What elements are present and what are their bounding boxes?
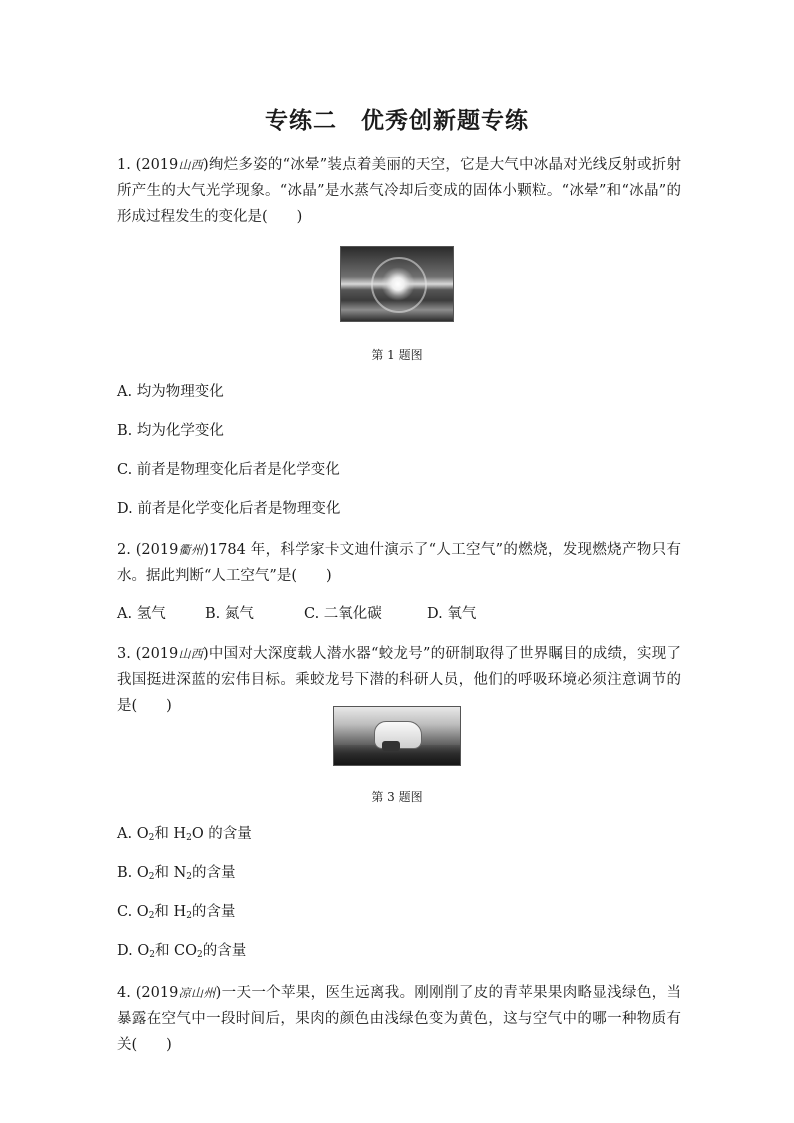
- q1-option-a: A. 均为物理变化: [117, 384, 224, 400]
- question-1-text: )绚烂多姿的“冰晕”装点着美丽的天空，它是大气中冰晶对光线反射或折射所产生的大气光学现象。“冰晶”是水蒸气冷却后变成的固体小颗粒。“冰晕”和“冰晶”的形成过程发生的变化是( ): [117, 157, 681, 225]
- question-1: [117, 152, 681, 230]
- q3-option-c: C. $O_2$和 $H_2$的含量: [117, 904, 236, 921]
- q1-option-c: C. 前者是物理变化后者是化学变化: [117, 462, 340, 478]
- question-3-number: 3. (2019: [117, 646, 179, 662]
- question-3-source: 山西: [178, 647, 203, 661]
- q2-option-b: B. 氮气: [205, 606, 254, 622]
- q1-option-b: B. 均为化学变化: [117, 423, 224, 439]
- question-1-number: 1. (2019: [117, 157, 179, 173]
- q1-option-d: D. 前者是化学变化后者是物理变化: [117, 501, 341, 517]
- q2-option-c: C. 二氧化碳: [304, 606, 382, 622]
- q3-option-d: D. $O_2$和 $CO_2$的含量: [117, 943, 247, 960]
- q3-option-a: A. $O_2$和 $H_2O$ 的含量: [117, 826, 252, 843]
- figure-1-caption: 第 1 题图: [371, 348, 423, 362]
- question-2-text: )1784 年，科学家卡文迪什演示了“人工空气”的燃烧，发现燃烧产物只有水。据此判断“人工空气”是( ): [117, 542, 681, 584]
- q2-option-d: D. 氧气: [427, 606, 477, 622]
- question-2: [117, 537, 681, 589]
- submersible-base: [382, 741, 400, 751]
- sun-glow: [381, 267, 415, 301]
- question-4: [117, 980, 681, 1058]
- question-2-number: 2. (2019: [117, 542, 179, 558]
- jiaolong-submersible-photo: [333, 706, 461, 766]
- question-4-text: )一天一个苹果，医生远离我。刚刚削了皮的青苹果果肉略显浅绿色，当暴露在空气中一段时间后，果肉的颜色由浅绿色变为黄色，这与空气中的哪一种物质有关( ): [117, 985, 681, 1053]
- page-title: 专练二 优秀创新题专练: [265, 107, 529, 134]
- figure-3-caption: 第 3 题图: [371, 790, 423, 804]
- question-4-source: 凉山州: [178, 986, 216, 1000]
- question-4-number: 4. (2019: [117, 985, 179, 1001]
- question-3-text: )中国对大深度载人潜水器“蛟龙号”的研制取得了世界瞩目的成绩，实现了我国挺进深蓝的宏伟目标。乘蛟龙号下潜的科研人员，他们的呼吸环境必须注意调节的是( ): [117, 646, 681, 714]
- question-2-source: 衢州: [178, 543, 204, 557]
- q2-option-a: A. 氢气: [117, 606, 166, 622]
- question-1-source: 山西: [178, 158, 203, 172]
- ice-halo-photo: [340, 246, 454, 322]
- q3-option-b: B. $O_2$和 $N_2$的含量: [117, 865, 236, 882]
